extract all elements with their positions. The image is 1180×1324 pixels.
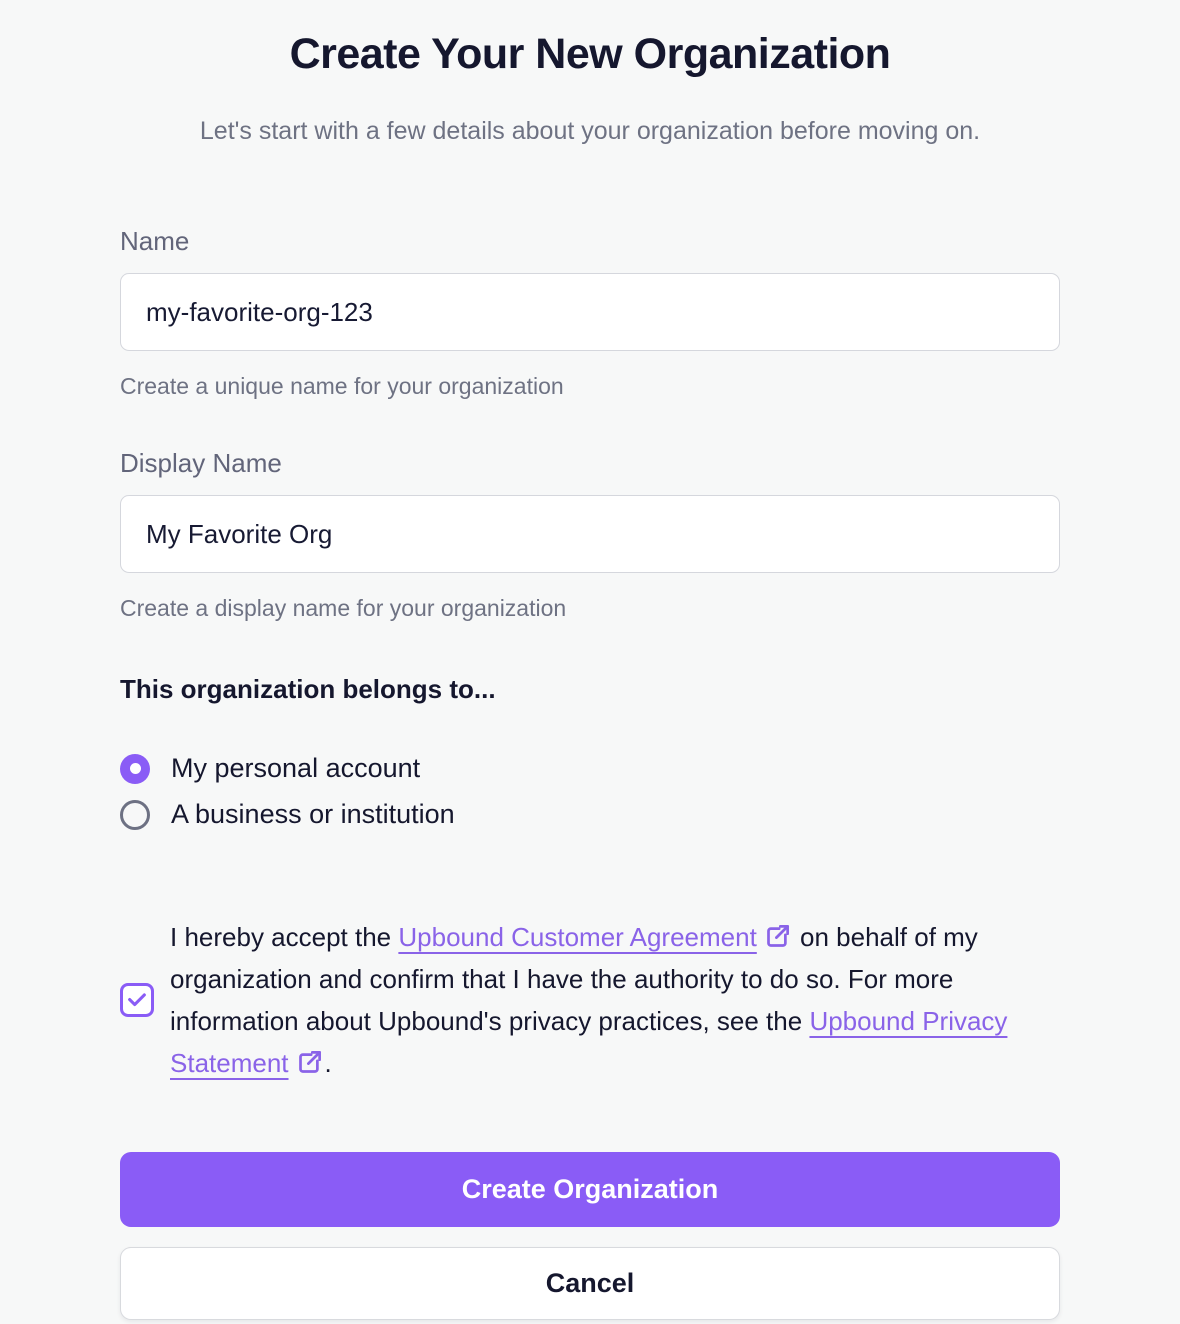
radio-unselected-icon[interactable] — [120, 800, 150, 830]
page-subtitle: Let's start with a few details about your organization before moving on. — [199, 117, 981, 145]
display-name-label: Display Name — [120, 448, 282, 478]
radio-selected-icon[interactable] — [120, 754, 150, 784]
privacy-statement-link[interactable]: Upbound Privacy Statement — [170, 1006, 1008, 1078]
radio-option-personal-account[interactable] — [120, 753, 420, 784]
agreement-checkbox[interactable] — [120, 983, 154, 1017]
agreement-section — [120, 916, 1060, 1084]
name-label: Name — [120, 226, 190, 256]
customer-agreement-link[interactable]: Upbound Customer Agreement — [398, 922, 757, 952]
create-org-form — [120, 0, 1060, 1320]
ownership-radio-group — [120, 753, 1060, 830]
radio-option-business[interactable] — [120, 799, 455, 830]
display-name-helper-text: Create a display name for your organization — [120, 595, 567, 621]
agreement-text-after: . — [324, 1048, 332, 1078]
radio-label-business: A business or institution — [171, 799, 455, 829]
external-link-icon — [764, 923, 791, 950]
checkmark-icon — [126, 989, 148, 1011]
agreement-text-middle: on behalf of my organization and confirm that I have the authority to do so. For more information about Upbound's privacy practices, see the — [170, 922, 978, 1036]
name-helper-text: Create a unique name for your organization — [120, 373, 564, 399]
name-input[interactable] — [120, 273, 1060, 351]
external-link-icon — [296, 1049, 323, 1076]
agreement-text-before: I hereby accept the — [170, 922, 399, 952]
display-name-field-group — [120, 448, 1060, 622]
name-field-group — [120, 226, 1060, 400]
display-name-input[interactable] — [120, 495, 1060, 573]
page-title: Create Your New Organization — [289, 30, 891, 78]
cancel-button[interactable]: Cancel — [120, 1247, 1060, 1320]
ownership-heading: This organization belongs to... — [120, 674, 496, 704]
agreement-text — [170, 916, 1060, 1084]
radio-label-personal-account: My personal account — [171, 753, 421, 783]
create-organization-button[interactable]: Create Organization — [120, 1152, 1060, 1227]
